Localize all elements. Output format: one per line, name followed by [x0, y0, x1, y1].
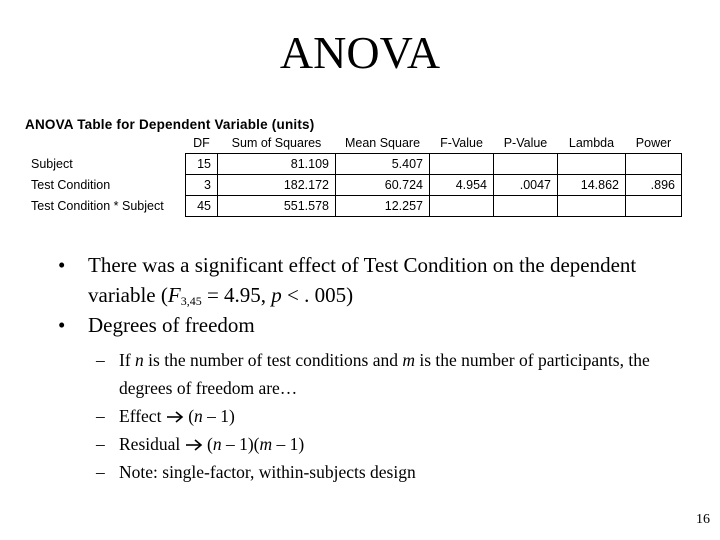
- sub-bullet-marker: –: [96, 462, 105, 482]
- n-variable: n: [194, 406, 203, 426]
- table-row: [27, 175, 682, 196]
- bullet-degrees-of-freedom: [58, 310, 698, 340]
- m-variable: m: [402, 350, 415, 370]
- p-symbol: p: [271, 283, 282, 307]
- sub-text-part: is the number of test conditions and: [143, 350, 403, 370]
- cell-lambda: [558, 196, 626, 217]
- sub-text-part: Effect: [119, 406, 162, 426]
- sub-text-part: If: [119, 350, 136, 370]
- table-row: [27, 154, 682, 175]
- cell-power: [626, 196, 682, 217]
- sub-text-part: – 1): [202, 406, 235, 426]
- cell-df: 3: [186, 175, 218, 196]
- cell-sum-of-squares: 182.172: [218, 175, 336, 196]
- bullet-text-part: = 4.95,: [201, 283, 272, 307]
- page-number: 16: [696, 512, 710, 527]
- right-arrow-icon: [185, 439, 203, 451]
- table-row: [27, 196, 682, 217]
- sub-text-part: (: [183, 406, 195, 426]
- bullet-significant-effect: [58, 250, 698, 310]
- bullet-text-part: There was a significant effect of Test Condition on the dependent variable (: [88, 253, 637, 307]
- sub-bullet-marker: –: [96, 406, 105, 426]
- cell-p-value: [494, 196, 558, 217]
- sub-bullet-note: [96, 458, 698, 486]
- slide-title: ANOVA: [279, 27, 441, 78]
- cell-sum-of-squares: 551.578: [218, 196, 336, 217]
- cell-f-value: [430, 154, 494, 175]
- sub-text-part: Note: single-factor, within-subjects design: [119, 462, 416, 482]
- header-lambda: Lambda: [568, 136, 615, 150]
- row-label: Subject: [31, 157, 73, 171]
- sub-text-part: – 1)(: [221, 434, 260, 454]
- bullet-text: [88, 253, 636, 307]
- cell-mean-square: 60.724: [336, 175, 430, 196]
- cell-f-value: [430, 196, 494, 217]
- cell-lambda: 14.862: [558, 175, 626, 196]
- header-sum-of-squares: Sum of Squares: [231, 136, 322, 150]
- row-label: Test Condition * Subject: [31, 199, 164, 213]
- f-statistic-symbol: F: [167, 283, 181, 307]
- table-header-row: [27, 133, 682, 154]
- table-caption: ANOVA Table for Dependent Variable (units): [25, 117, 315, 132]
- cell-p-value: .0047: [494, 175, 558, 196]
- cell-df: 45: [186, 196, 218, 217]
- cell-df: 15: [186, 154, 218, 175]
- header-df: DF: [193, 136, 210, 150]
- sub-bullet-marker: –: [96, 434, 105, 454]
- cell-f-value: 4.954: [430, 175, 494, 196]
- f-degrees-subscript: 3,45: [180, 294, 202, 308]
- m-variable: m: [259, 434, 273, 454]
- cell-power: .896: [626, 175, 682, 196]
- sub-bullet-residual: [96, 430, 698, 458]
- sub-bullet-definition: [96, 346, 698, 402]
- header-f-value: F-Value: [440, 136, 483, 150]
- header-empty: [27, 133, 186, 154]
- sub-text-part: Residual: [119, 434, 181, 454]
- header-p-value: P-Value: [503, 136, 548, 150]
- bullet-marker: •: [58, 253, 66, 277]
- anova-table: [27, 133, 682, 217]
- header-mean-square: Mean Square: [344, 136, 421, 150]
- sub-text-part: is the number of participants, the degrees of freedom are…: [119, 350, 650, 398]
- sub-bullet-list: [96, 346, 698, 486]
- cell-mean-square: 5.407: [336, 154, 430, 175]
- bullet-text-part: < . 005): [281, 283, 354, 307]
- sub-bullet-effect: [96, 402, 698, 430]
- right-arrow-icon: [166, 411, 184, 423]
- cell-power: [626, 154, 682, 175]
- sub-text-part: – 1): [272, 434, 305, 454]
- sub-bullet-marker: –: [96, 350, 105, 370]
- cell-sum-of-squares: 81.109: [218, 154, 336, 175]
- row-label: Test Condition: [31, 178, 111, 192]
- header-power: Power: [635, 136, 672, 150]
- bullet-text: Degrees of freedom: [88, 313, 255, 337]
- bullet-marker: •: [58, 313, 66, 337]
- cell-p-value: [494, 154, 558, 175]
- cell-mean-square: 12.257: [336, 196, 430, 217]
- n-variable: n: [135, 350, 144, 370]
- sub-text-part: (: [202, 434, 213, 454]
- n-variable: n: [212, 434, 222, 454]
- cell-lambda: [558, 154, 626, 175]
- bullet-list: [58, 250, 698, 486]
